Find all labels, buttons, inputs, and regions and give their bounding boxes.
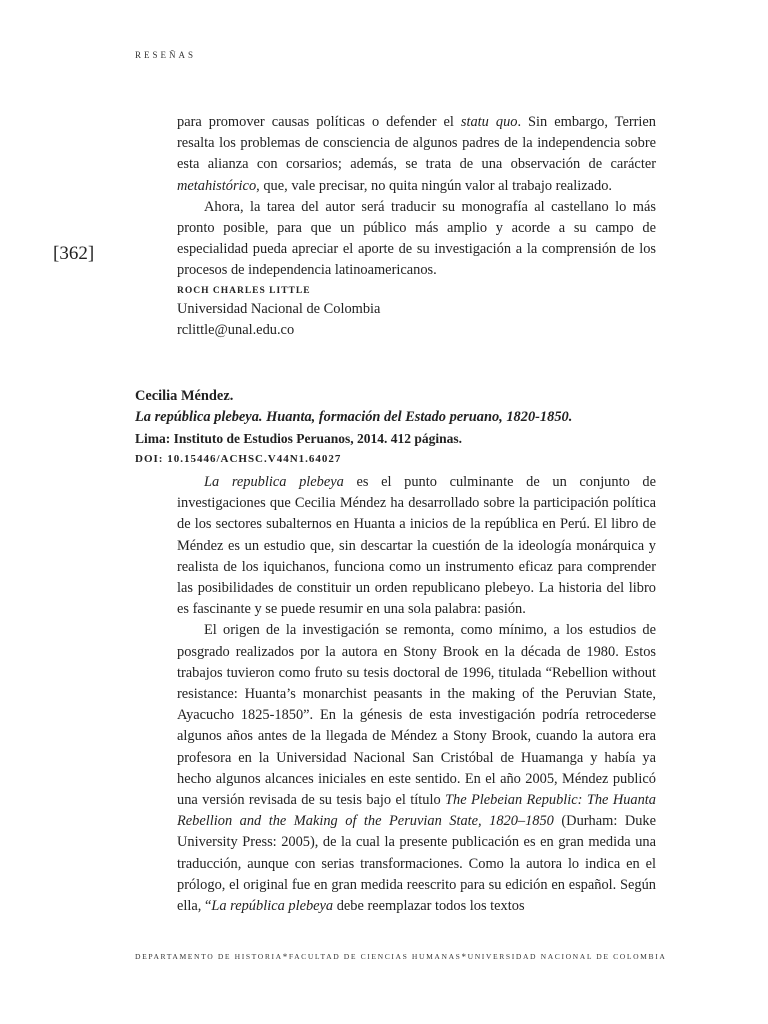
review1-body: [177, 112, 656, 341]
reviewer-email: rclittle@unal.edu.co: [177, 321, 295, 338]
footer-faculty: FACULTAD DE CIENCIAS HUMANAS: [288, 952, 462, 961]
footer-separator: *: [461, 952, 468, 962]
running-header: RESEÑAS: [135, 50, 197, 60]
book-publisher: Lima: Instituto de Estudios Peruanos, 2014. 412 páginas.: [135, 431, 463, 446]
review1-paragraph-2: Ahora, la tarea del autor será traducir su monografía al castellano lo más pronto posible, para que un público más amplio y acorde a su campo de especialidad pueda apreciar el aporte de su investigación a la comprensión de los procesos de independencia latinoamericanos.: [177, 198, 656, 279]
review2-paragraph-1: La republica plebeya es el punto culminante de un conjunto de investigaciones que Cecilia Méndez ha desarrollado sobre la participación política de los sectores subalternos en Huanta a inicios de la república en Perú. El libro de Méndez es un estudio que, sin descartar la cuestión de la ideología monárquica y realista de los iquichanos, funciona como un instrumento eficaz para comprender las posibilidades de constituir un orden republicano plebeyo. La historia del libro es fascinante y se puede resumir en una sola palabra: pasión.: [177, 474, 656, 618]
review1-paragraph-1: para promover causas políticas o defender el statu quo. Sin embargo, Terrien resalta los problemas de consciencia de algunos padres de la independencia sobre esta alianza con corsarios; además, se trata de una observación de carácter metahistórico, que, vale precisar, no quita ningún valor al trabajo realizado.: [177, 114, 657, 194]
book-author: Cecilia Méndez.: [135, 388, 234, 404]
page-number: [362]: [53, 243, 95, 264]
review2-paragraph-2: El origen de la investigación se remonta, como mínimo, a los estudios de posgrado realizados por la autora en Stony Brook en la década de 1980. Estos trabajos tuvieron como fruto su tesis doctoral de 1996, titulada “Rebellion without resistance: Huanta’s monarchist peasants in the making of the Peruvian State, Ayacucho 1825-1850”. En la génesis de esta investigación podría retrocederse algunos años antes de la llegada de Méndez a Stony Brook, cuando la autora era profesora en la Universidad Nacional San Cristóbal de Huamanga y había ya hecho algunos alcances iniciales en este sentido. En el año 2005, Méndez publicó una versión revisada de su tesis bajo el título The Plebeian Republic: The Huanta Rebellion and the Making of the Peruvian State, 1820–1850 (Durham: Duke University Press: 2005), de la cual la presente publicación es en gran medida una traducción, aunque con serias transformaciones. Como la autora lo indica en el prólogo, el original fue en gran medida reescrito para su edición en español. Según ella, “La república plebeya debe reemplazar todos los textos: [177, 622, 656, 915]
footer-separator: *: [282, 952, 289, 962]
running-footer: [135, 952, 667, 962]
footer-department: DEPARTAMENTO DE HISTORIA: [135, 952, 283, 961]
footer-university: UNIVERSIDAD NACIONAL DE COLOMBIA: [467, 952, 667, 961]
review2-heading: [135, 386, 656, 470]
review2-body: [177, 472, 656, 917]
book-doi: DOI: 10.15446/ACHSC.V44N1.64027: [135, 453, 342, 465]
reviewer-name: ROCH CHARLES LITTLE: [177, 285, 311, 296]
book-title: La república plebeya. Huanta, formación del Estado peruano, 1820-1850.: [135, 409, 573, 425]
reviewer-affiliation: Universidad Nacional de Colombia: [177, 300, 381, 317]
